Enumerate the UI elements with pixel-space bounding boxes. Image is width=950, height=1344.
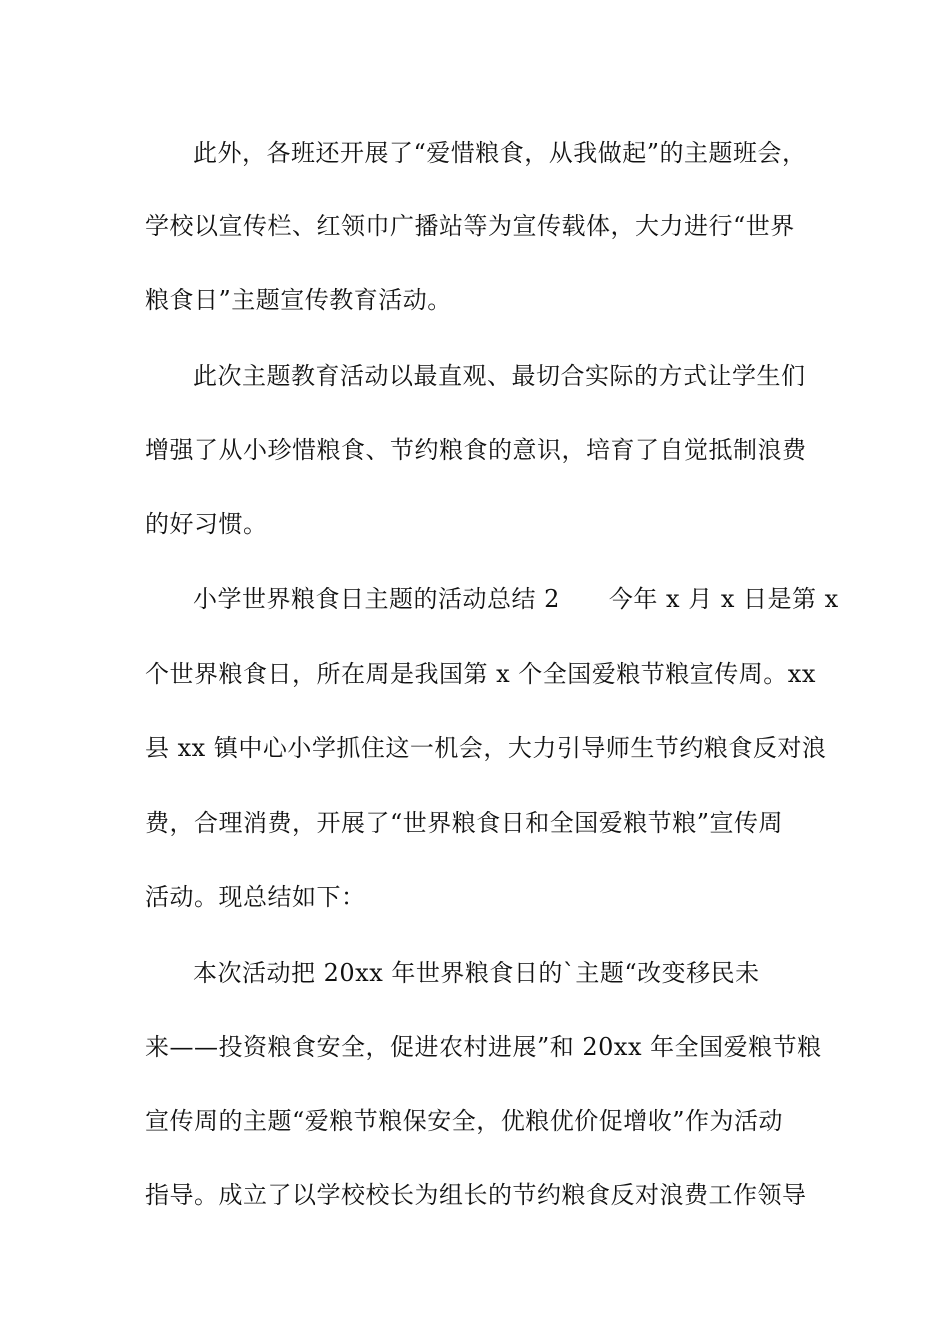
paragraph-4-line-3: 宣传周的主题“爱粮节粮保安全，优粮优价促增收”作为活动 [145,1107,784,1135]
paragraph-2-line-2: 增强了从小珍惜粮食、节约粮食的意识，培育了自觉抵制浪费 [145,436,807,464]
paragraph-1-line-1: 此外，各班还开展了“爱惜粮食，从我做起”的主题班会， [193,139,807,167]
paragraph-4-line-2: 来——投资粮食安全，促进农村进展”和 20xx 年全国爱粮节粮 [145,1033,822,1061]
paragraph-4-line-4: 指导。成立了以学校校长为组长的节约粮食反对浪费工作领导 [145,1181,807,1209]
paragraph-4-line-1: 本次活动把 20xx 年世界粮食日的`主题“改变移民未 [193,959,760,987]
paragraph-1-line-2: 学校以宣传栏、红领巾广播站等为宣传载体，大力进行“世界 [145,212,795,240]
paragraph-3-line-5: 活动。现总结如下： [145,883,366,911]
paragraph-1-line-3: 粮食日”主题宣传教育活动。 [145,286,452,314]
paragraph-2-line-3: 的好习惯。 [145,510,268,538]
paragraph-2-line-1: 此次主题教育活动以最直观、最切合实际的方式让学生们 [193,362,806,390]
paragraph-3-line-1: 小学世界粮食日主题的活动总结 2 今年 x 月 x 日是第 x [193,585,839,613]
paragraph-3-line-4: 费，合理消费，开展了“世界粮食日和全国爱粮节粮”宣传周 [145,809,784,837]
paragraph-3-line-2: 个世界粮食日，所在周是我国第 x 个全国爱粮节粮宣传周。xx [145,660,816,688]
paragraph-3-line-3: 县 xx 镇中心小学抓住这一机会，大力引导师生节约粮食反对浪 [145,734,827,762]
